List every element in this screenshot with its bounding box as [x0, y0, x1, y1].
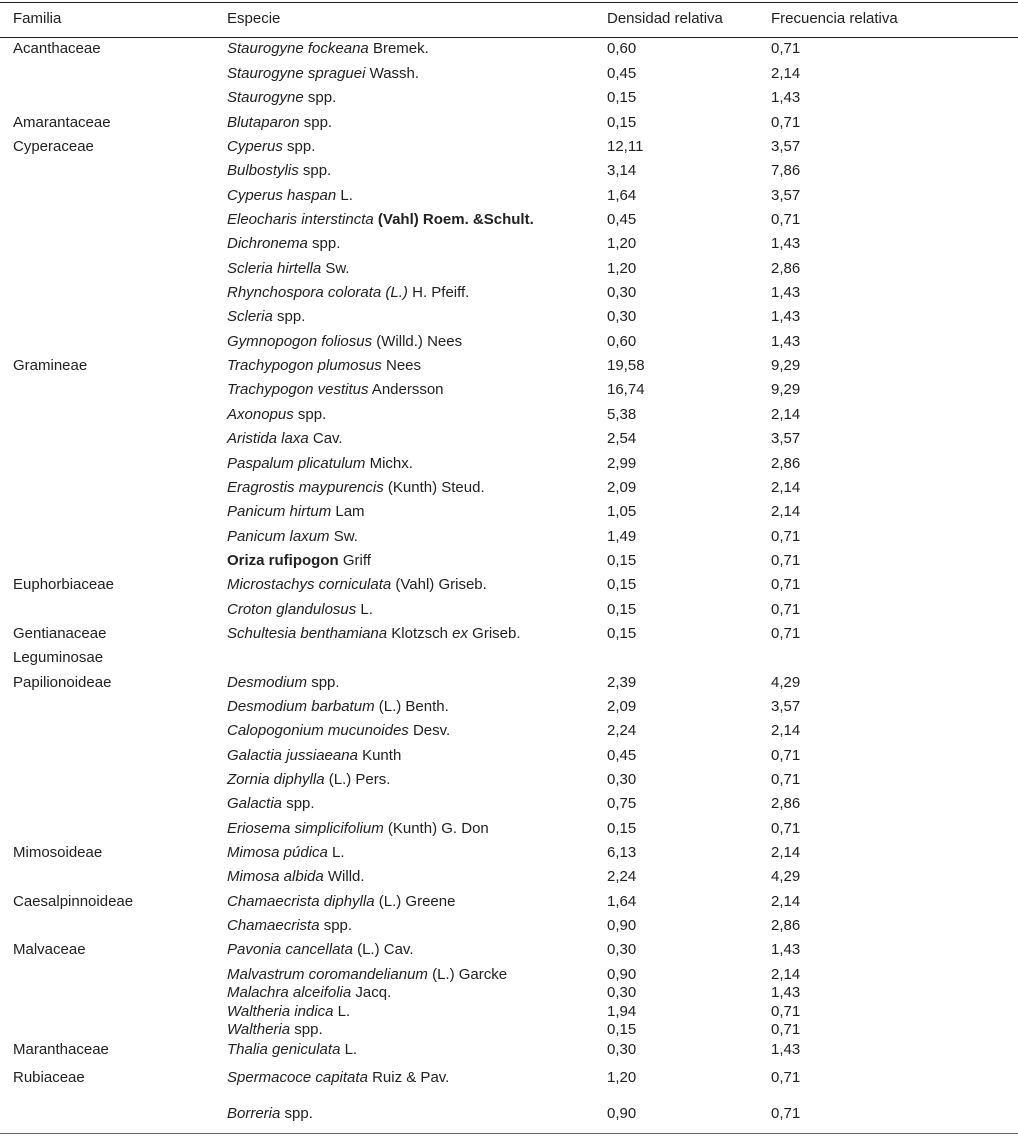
- frecuencia-cell: 0,71: [771, 211, 801, 228]
- densidad-cell: 0,90: [607, 1105, 637, 1122]
- familia-cell: Gramineae: [13, 357, 88, 374]
- species-authority: L.: [336, 187, 353, 204]
- species-name: Microstachys corniculata: [227, 576, 392, 593]
- densidad-cell: 2,54: [607, 430, 637, 447]
- densidad-cell: 0,45: [607, 211, 637, 228]
- densidad-cell: 12,11: [607, 138, 644, 155]
- densidad-cell: 0,30: [607, 284, 637, 301]
- especie-cell: [227, 40, 429, 58]
- species-name: Croton glandulosus: [227, 601, 357, 618]
- species-name: Trachypogon plumosus: [227, 357, 382, 374]
- species-name: Aristida laxa: [227, 430, 309, 447]
- densidad-cell: 1,20: [607, 1069, 637, 1086]
- frecuencia-cell: 1,43: [771, 941, 801, 958]
- species-name: Cyperus haspan: [227, 187, 337, 204]
- frecuencia-cell: 2,14: [771, 479, 801, 496]
- especie-cell: [227, 984, 391, 1002]
- species-authority: H. Pfeiff.: [407, 284, 470, 301]
- familia-cell: Acanthaceae: [13, 40, 101, 57]
- species-name: Cyperus: [227, 138, 283, 155]
- species-name: Dichronema: [227, 235, 308, 252]
- frecuencia-cell: 0,71: [771, 40, 801, 57]
- species-authority: Michx.: [365, 455, 413, 472]
- densidad-cell: 0,15: [607, 89, 637, 106]
- species-authority: spp.: [282, 138, 316, 155]
- species-name: Spermacoce capitata: [227, 1069, 368, 1086]
- familia-cell: Maranthaceae: [13, 1041, 109, 1058]
- familia-cell: Euphorbiaceae: [13, 576, 114, 593]
- especie-cell: [227, 1041, 357, 1059]
- densidad-cell: 16,74: [607, 381, 645, 398]
- especie-cell: [227, 1069, 449, 1087]
- densidad-cell: 0,15: [607, 114, 637, 131]
- densidad-cell: 3,14: [607, 162, 637, 179]
- species-authority: Bremek.: [368, 40, 429, 57]
- densidad-cell: 1,94: [607, 1003, 637, 1020]
- species-name: Staurogyne: [227, 89, 304, 106]
- species-name: Malvastrum coromandelianum: [227, 966, 428, 983]
- species-authority: spp.: [280, 1105, 313, 1122]
- species-name: Malachra alceifolia: [227, 984, 352, 1001]
- species-name: Desmodium barbatum: [227, 698, 375, 715]
- species-name: Axonopus: [227, 406, 294, 423]
- especie-cell: [227, 722, 450, 740]
- species-authority: (L.) Greene: [374, 893, 456, 910]
- species-authority: Griseb.: [467, 625, 521, 642]
- species-authority: (Kunth) G. Don: [383, 820, 489, 837]
- frecuencia-cell: 2,14: [771, 722, 801, 739]
- densidad-cell: 19,58: [607, 357, 645, 374]
- species-authority: L.: [356, 601, 373, 618]
- densidad-cell: 0,30: [607, 308, 637, 325]
- densidad-cell: 1,64: [607, 893, 637, 910]
- especie-cell: [227, 528, 358, 546]
- frecuencia-cell: 0,71: [771, 820, 801, 837]
- species-name: Trachypogon vestitus: [227, 381, 369, 398]
- densidad-cell: 1,20: [607, 235, 637, 252]
- densidad-cell: 0,30: [607, 984, 637, 1001]
- frecuencia-cell: 3,57: [771, 698, 801, 715]
- especie-cell: [227, 333, 462, 351]
- densidad-cell: 0,30: [607, 1041, 637, 1058]
- frecuencia-cell: 2,86: [771, 795, 801, 812]
- especie-cell: [227, 601, 373, 619]
- species-name: Chamaecrista diphylla: [227, 893, 375, 910]
- frecuencia-cell: 3,57: [771, 430, 801, 447]
- species-name: Borreria: [227, 1105, 281, 1122]
- densidad-cell: 2,09: [607, 698, 637, 715]
- especie-cell: [227, 868, 365, 886]
- species-authority: Andersson: [368, 381, 444, 398]
- frecuencia-cell: 1,43: [771, 308, 801, 325]
- species-authority: (L.) Pers.: [324, 771, 391, 788]
- densidad-cell: 0,15: [607, 625, 637, 642]
- frecuencia-cell: 0,71: [771, 747, 801, 764]
- densidad-cell: 1,64: [607, 187, 637, 204]
- densidad-cell: 0,15: [607, 820, 637, 837]
- especie-cell: [227, 917, 352, 935]
- frecuencia-cell: 2,14: [771, 406, 801, 423]
- frecuencia-cell: 1,43: [771, 333, 801, 350]
- densidad-cell: 2,99: [607, 455, 637, 472]
- densidad-cell: 2,24: [607, 722, 637, 739]
- species-authority: Jacq.: [351, 984, 392, 1001]
- especie-cell: [227, 674, 340, 692]
- species-name: Mimosa púdica: [227, 844, 328, 861]
- frecuencia-cell: 3,57: [771, 187, 801, 204]
- familia-cell: Gentianaceae: [13, 625, 107, 642]
- frecuencia-cell: 4,29: [771, 868, 801, 885]
- densidad-cell: 0,60: [607, 333, 637, 350]
- species-authority: (Kunth) Steud.: [383, 479, 485, 496]
- species-authority: (L.) Benth.: [374, 698, 449, 715]
- frecuencia-cell: 0,71: [771, 114, 801, 131]
- densidad-cell: 0,90: [607, 917, 637, 934]
- frecuencia-cell: 0,71: [771, 552, 801, 569]
- species-name: Waltheria indica: [227, 1003, 334, 1020]
- especie-cell: [227, 187, 353, 205]
- species-name: Thalia geniculata: [227, 1041, 341, 1058]
- especie-cell: [227, 211, 534, 229]
- frecuencia-cell: 0,71: [771, 1105, 801, 1122]
- densidad-cell: 5,38: [607, 406, 637, 423]
- frecuencia-cell: 2,14: [771, 893, 801, 910]
- frecuencia-cell: 2,86: [771, 917, 801, 934]
- species-authority: spp.: [290, 1021, 323, 1038]
- especie-cell: [227, 503, 365, 521]
- frecuencia-cell: 9,29: [771, 381, 801, 398]
- familia-cell: Papilionoideae: [13, 674, 112, 691]
- species-name: Rhynchospora colorata (L.): [227, 284, 408, 301]
- species-authority: spp.: [299, 114, 333, 131]
- especie-cell: [227, 162, 331, 180]
- familia-cell: Caesalpinnoideae: [13, 893, 134, 910]
- species-authority: spp.: [282, 795, 315, 812]
- especie-cell: [227, 625, 521, 643]
- header-frecuencia: Frecuencia relativa: [771, 10, 898, 27]
- bottom-rule: [0, 1133, 1018, 1134]
- header-densidad: Densidad relativa: [607, 10, 723, 27]
- species-name: Paspalum plicatulum: [227, 455, 366, 472]
- species-authority: spp.: [307, 674, 340, 691]
- especie-cell: [227, 1003, 350, 1021]
- familia-cell: Amarantaceae: [13, 114, 111, 131]
- frecuencia-cell: 2,14: [771, 503, 801, 520]
- frecuencia-cell: 0,71: [771, 528, 801, 545]
- species-name: Mimosa albida: [227, 868, 324, 885]
- densidad-cell: 0,15: [607, 601, 637, 618]
- densidad-cell: 0,45: [607, 747, 637, 764]
- densidad-cell: 1,20: [607, 260, 637, 277]
- familia-cell: Mimosoideae: [13, 844, 103, 861]
- species-authority: Lam: [331, 503, 365, 520]
- species-authority: (Willd.) Nees: [372, 333, 463, 350]
- species-authority: Ruiz & Pav.: [367, 1069, 450, 1086]
- frecuencia-cell: 0,71: [771, 625, 801, 642]
- species-authority: spp.: [293, 406, 327, 423]
- frecuencia-cell: 1,43: [771, 984, 801, 1001]
- frecuencia-cell: 0,71: [771, 1021, 801, 1038]
- species-authority: spp.: [272, 308, 306, 325]
- especie-cell: [227, 455, 413, 473]
- species-name: Eleocharis interstincta: [227, 211, 374, 228]
- species-authority: Cav.: [308, 430, 343, 447]
- frecuencia-cell: 2,14: [771, 65, 801, 82]
- species-name: Panicum hirtum: [227, 503, 332, 520]
- frecuencia-cell: 1,43: [771, 235, 801, 252]
- species-authority: Willd.: [323, 868, 365, 885]
- especie-cell: [227, 966, 507, 984]
- especie-cell: [227, 1021, 323, 1039]
- frecuencia-cell: 0,71: [771, 576, 801, 593]
- species-name: Panicum laxum: [227, 528, 330, 545]
- especie-cell: [227, 65, 419, 83]
- especie-cell: [227, 747, 401, 765]
- especie-cell: [227, 357, 421, 375]
- especie-cell: [227, 820, 489, 838]
- familia-cell: Leguminosae: [13, 649, 104, 666]
- header-familia: Familia: [13, 10, 62, 27]
- species-authority: Sw.: [321, 260, 350, 277]
- species-name: Zornia diphylla: [227, 771, 325, 788]
- species-name: Galactia: [227, 795, 283, 812]
- especie-cell: [227, 235, 340, 253]
- species-authority: spp.: [303, 89, 337, 106]
- species-name: Chamaecrista: [227, 917, 320, 934]
- species-authority: Wassh.: [365, 65, 420, 82]
- especie-cell: [227, 1105, 313, 1123]
- frecuencia-cell: 2,14: [771, 966, 801, 983]
- frecuencia-cell: 0,71: [771, 1069, 801, 1086]
- species-authority: Kunth: [357, 747, 402, 764]
- species-name: Scleria hirtella: [227, 260, 322, 277]
- species-name: Calopogonium mucunoides: [227, 722, 409, 739]
- densidad-cell: 2,39: [607, 674, 637, 691]
- species-name: Pavonia cancellata: [227, 941, 353, 958]
- densidad-cell: 1,05: [607, 503, 637, 520]
- densidad-cell: 2,24: [607, 868, 637, 885]
- species-authority: (L.) Garcke: [427, 966, 508, 983]
- especie-cell: [227, 308, 305, 326]
- especie-cell: [227, 941, 414, 959]
- densidad-cell: 0,15: [607, 552, 637, 569]
- densidad-cell: 0,15: [607, 1021, 637, 1038]
- species-authority: (L.) Cav.: [352, 941, 414, 958]
- especie-cell: [227, 795, 315, 813]
- species-name: Scleria: [227, 308, 273, 325]
- frecuencia-cell: 4,29: [771, 674, 801, 691]
- especie-cell: [227, 138, 315, 156]
- frecuencia-cell: 0,71: [771, 771, 801, 788]
- species-name: Gymnopogon foliosus: [227, 333, 373, 350]
- top-rule: [0, 2, 1018, 3]
- frecuencia-cell: 1,43: [771, 284, 801, 301]
- species-authority: spp.: [319, 917, 353, 934]
- familia-cell: Rubiaceae: [13, 1069, 85, 1086]
- densidad-cell: 0,75: [607, 795, 637, 812]
- especie-cell: [227, 893, 455, 911]
- species-authority: L.: [333, 1003, 351, 1020]
- densidad-cell: 2,09: [607, 479, 637, 496]
- familia-cell: Cyperaceae: [13, 138, 94, 155]
- species-authority: Oriza rufipogon: [227, 552, 339, 569]
- frecuencia-cell: 3,57: [771, 138, 801, 155]
- especie-cell: [227, 89, 336, 107]
- species-name: Eriosema simplicifolium: [227, 820, 384, 837]
- species-name: Waltheria: [227, 1021, 291, 1038]
- species-authority: Desv.: [408, 722, 451, 739]
- species-name: Schultesia benthamiana: [227, 625, 388, 642]
- species-authority: (Vahl) Griseb.: [391, 576, 487, 593]
- frecuencia-cell: 2,14: [771, 844, 801, 861]
- frecuencia-cell: 0,71: [771, 601, 801, 618]
- frecuencia-cell: 1,43: [771, 1041, 801, 1058]
- frecuencia-cell: 2,86: [771, 455, 801, 472]
- densidad-cell: 6,13: [607, 844, 637, 861]
- especie-cell: [227, 552, 371, 570]
- species-name: Blutaparon: [227, 114, 300, 131]
- densidad-cell: 0,30: [607, 771, 637, 788]
- especie-cell: [227, 114, 332, 132]
- species-name: Galactia jussiaeana: [227, 747, 358, 764]
- species-authority: spp.: [307, 235, 341, 252]
- densidad-cell: 0,90: [607, 966, 637, 983]
- species-name: Desmodium: [227, 674, 308, 691]
- especie-cell: [227, 771, 390, 789]
- frecuencia-cell: 0,71: [771, 1003, 801, 1020]
- species-name: Staurogyne fockeana: [227, 40, 369, 57]
- densidad-cell: 0,45: [607, 65, 637, 82]
- frecuencia-cell: 7,86: [771, 162, 801, 179]
- especie-cell: [227, 844, 345, 862]
- species-name: ex: [452, 625, 468, 642]
- frecuencia-cell: 9,29: [771, 357, 801, 374]
- species-authority: Griff: [338, 552, 371, 569]
- species-name: Staurogyne spraguei: [227, 65, 366, 82]
- especie-cell: [227, 381, 444, 399]
- species-authority: (Vahl) Roem. &Schult.: [373, 211, 534, 228]
- header-especie: Especie: [227, 10, 281, 27]
- species-authority: Sw.: [329, 528, 358, 545]
- densidad-cell: 0,30: [607, 941, 637, 958]
- species-authority: Klotzsch: [387, 625, 453, 642]
- species-authority: Nees: [381, 357, 421, 374]
- especie-cell: [227, 576, 487, 594]
- especie-cell: [227, 479, 485, 497]
- species-authority: L.: [327, 844, 345, 861]
- species-name: Eragrostis maypurencis: [227, 479, 384, 496]
- especie-cell: [227, 430, 343, 448]
- densidad-cell: 1,49: [607, 528, 637, 545]
- species-authority: L.: [340, 1041, 358, 1058]
- especie-cell: [227, 260, 350, 278]
- familia-cell: Malvaceae: [13, 941, 86, 958]
- species-authority: spp.: [298, 162, 332, 179]
- densidad-cell: 0,15: [607, 576, 637, 593]
- header-rule: [0, 37, 1018, 38]
- species-name: Bulbostylis: [227, 162, 299, 179]
- especie-cell: [227, 284, 469, 302]
- especie-cell: [227, 698, 449, 716]
- frecuencia-cell: 2,86: [771, 260, 801, 277]
- especie-cell: [227, 406, 326, 424]
- frecuencia-cell: 1,43: [771, 89, 801, 106]
- densidad-cell: 0,60: [607, 40, 637, 57]
